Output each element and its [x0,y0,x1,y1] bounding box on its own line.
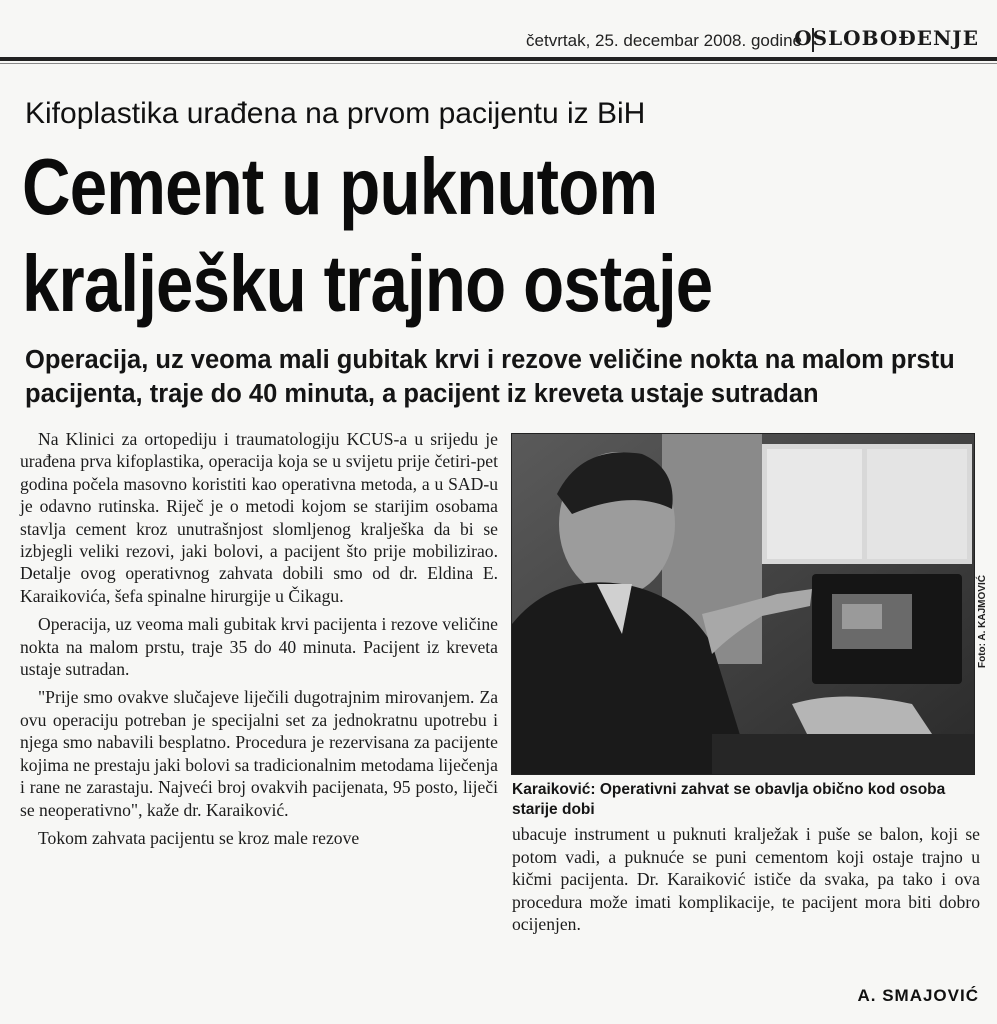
body-paragraph: "Prije smo ovakve slučajeve liječili dugotrajnim mirovanjem. Za ovu operaciju potreban je specijalni set za jednokratnu upotrebu i njega smo nabavili besplatno. Procedura je rezervisana za pacijente kojima ne prestaju jaki bolovi sa tradicionalnim metodama liječenja i rane ne zarastaju. Najveći broj ovakvih pacijenata, 95 posto, liječi se neoperativno", kaže dr. Karaiković. [20,687,498,820]
body-paragraph: Tokom zahvata pacijentu se kroz male rezove [38,827,360,848]
masthead-rule [0,57,997,61]
article-byline: A. SMAJOVIĆ [857,986,979,1005]
article-deck: Operacija, uz veoma mali gubitak krvi i rezove veličine nokta na malom prstu pacijenta, traje do 40 minuta, a pacijent iz kreveta ustaje sutradan [25,346,955,408]
article-body-right [512,823,980,936]
masthead-rule-thin [0,63,997,64]
headline-line-1: Cement u puknutom [22,142,658,231]
body-paragraph: Operacija, uz veoma mali gubitak krvi pacijenta i rezove veličine nokta na malom prstu, traje 35 do 40 minuta. Pacijent iz kreveta ustaje sutradan. [20,614,498,680]
article-body-left [20,428,498,855]
article-photo [511,433,975,775]
photo-illustration [512,434,974,774]
article-headline [22,138,828,332]
headline-line-2: kralješku trajno ostaje [22,239,713,328]
photo-caption: Karaiković: Operativni zahvat se obavlja obično kod osoba starije dobi [512,781,946,818]
issue-date: četvrtak, 25. decembar 2008. godine [526,31,802,50]
photo-credit: Foto: A. KAJMOVIĆ [977,575,988,668]
masthead [0,28,997,58]
newspaper-name: OSLOBOĐENJE [794,26,979,50]
body-paragraph: Na Klinici za ortopediju i traumatologiju KCUS-a u srijedu je urađena prva kifoplastika, operacija koja se u svijetu prije četiri-pet godina počela masovno koristiti kao operativna metoda, a u SAD-u je odavno rutinska. Riječ je o metodi kojom se starijim osobama stavlja cement kroz unutrašnjost slomljenog kralješka da bi se izbjegli veliki rezovi, jaki bolovi, a pacijent što prije mobilizirao. Detalje ovog operativnog zahvata dobili smo od dr. Eldina E. Karaikovića, šefa spinalne hirurgije u Čikagu. [20,429,498,606]
article-kicker: Kifoplastika urađena na prvom pacijentu iz BiH [25,97,646,130]
body-paragraph-continuation: ubacuje instrument u puknuti kralježak i puše se balon, koji se potom vadi, a puknuće se puni cementom koji ostaje trajno u kičmi pacijenta. Dr. Karaiković ističe da svaka, pa tako i ova procedura može imati komplikacije, te pacijent mora biti dobro ocijenjen. [512,824,980,935]
